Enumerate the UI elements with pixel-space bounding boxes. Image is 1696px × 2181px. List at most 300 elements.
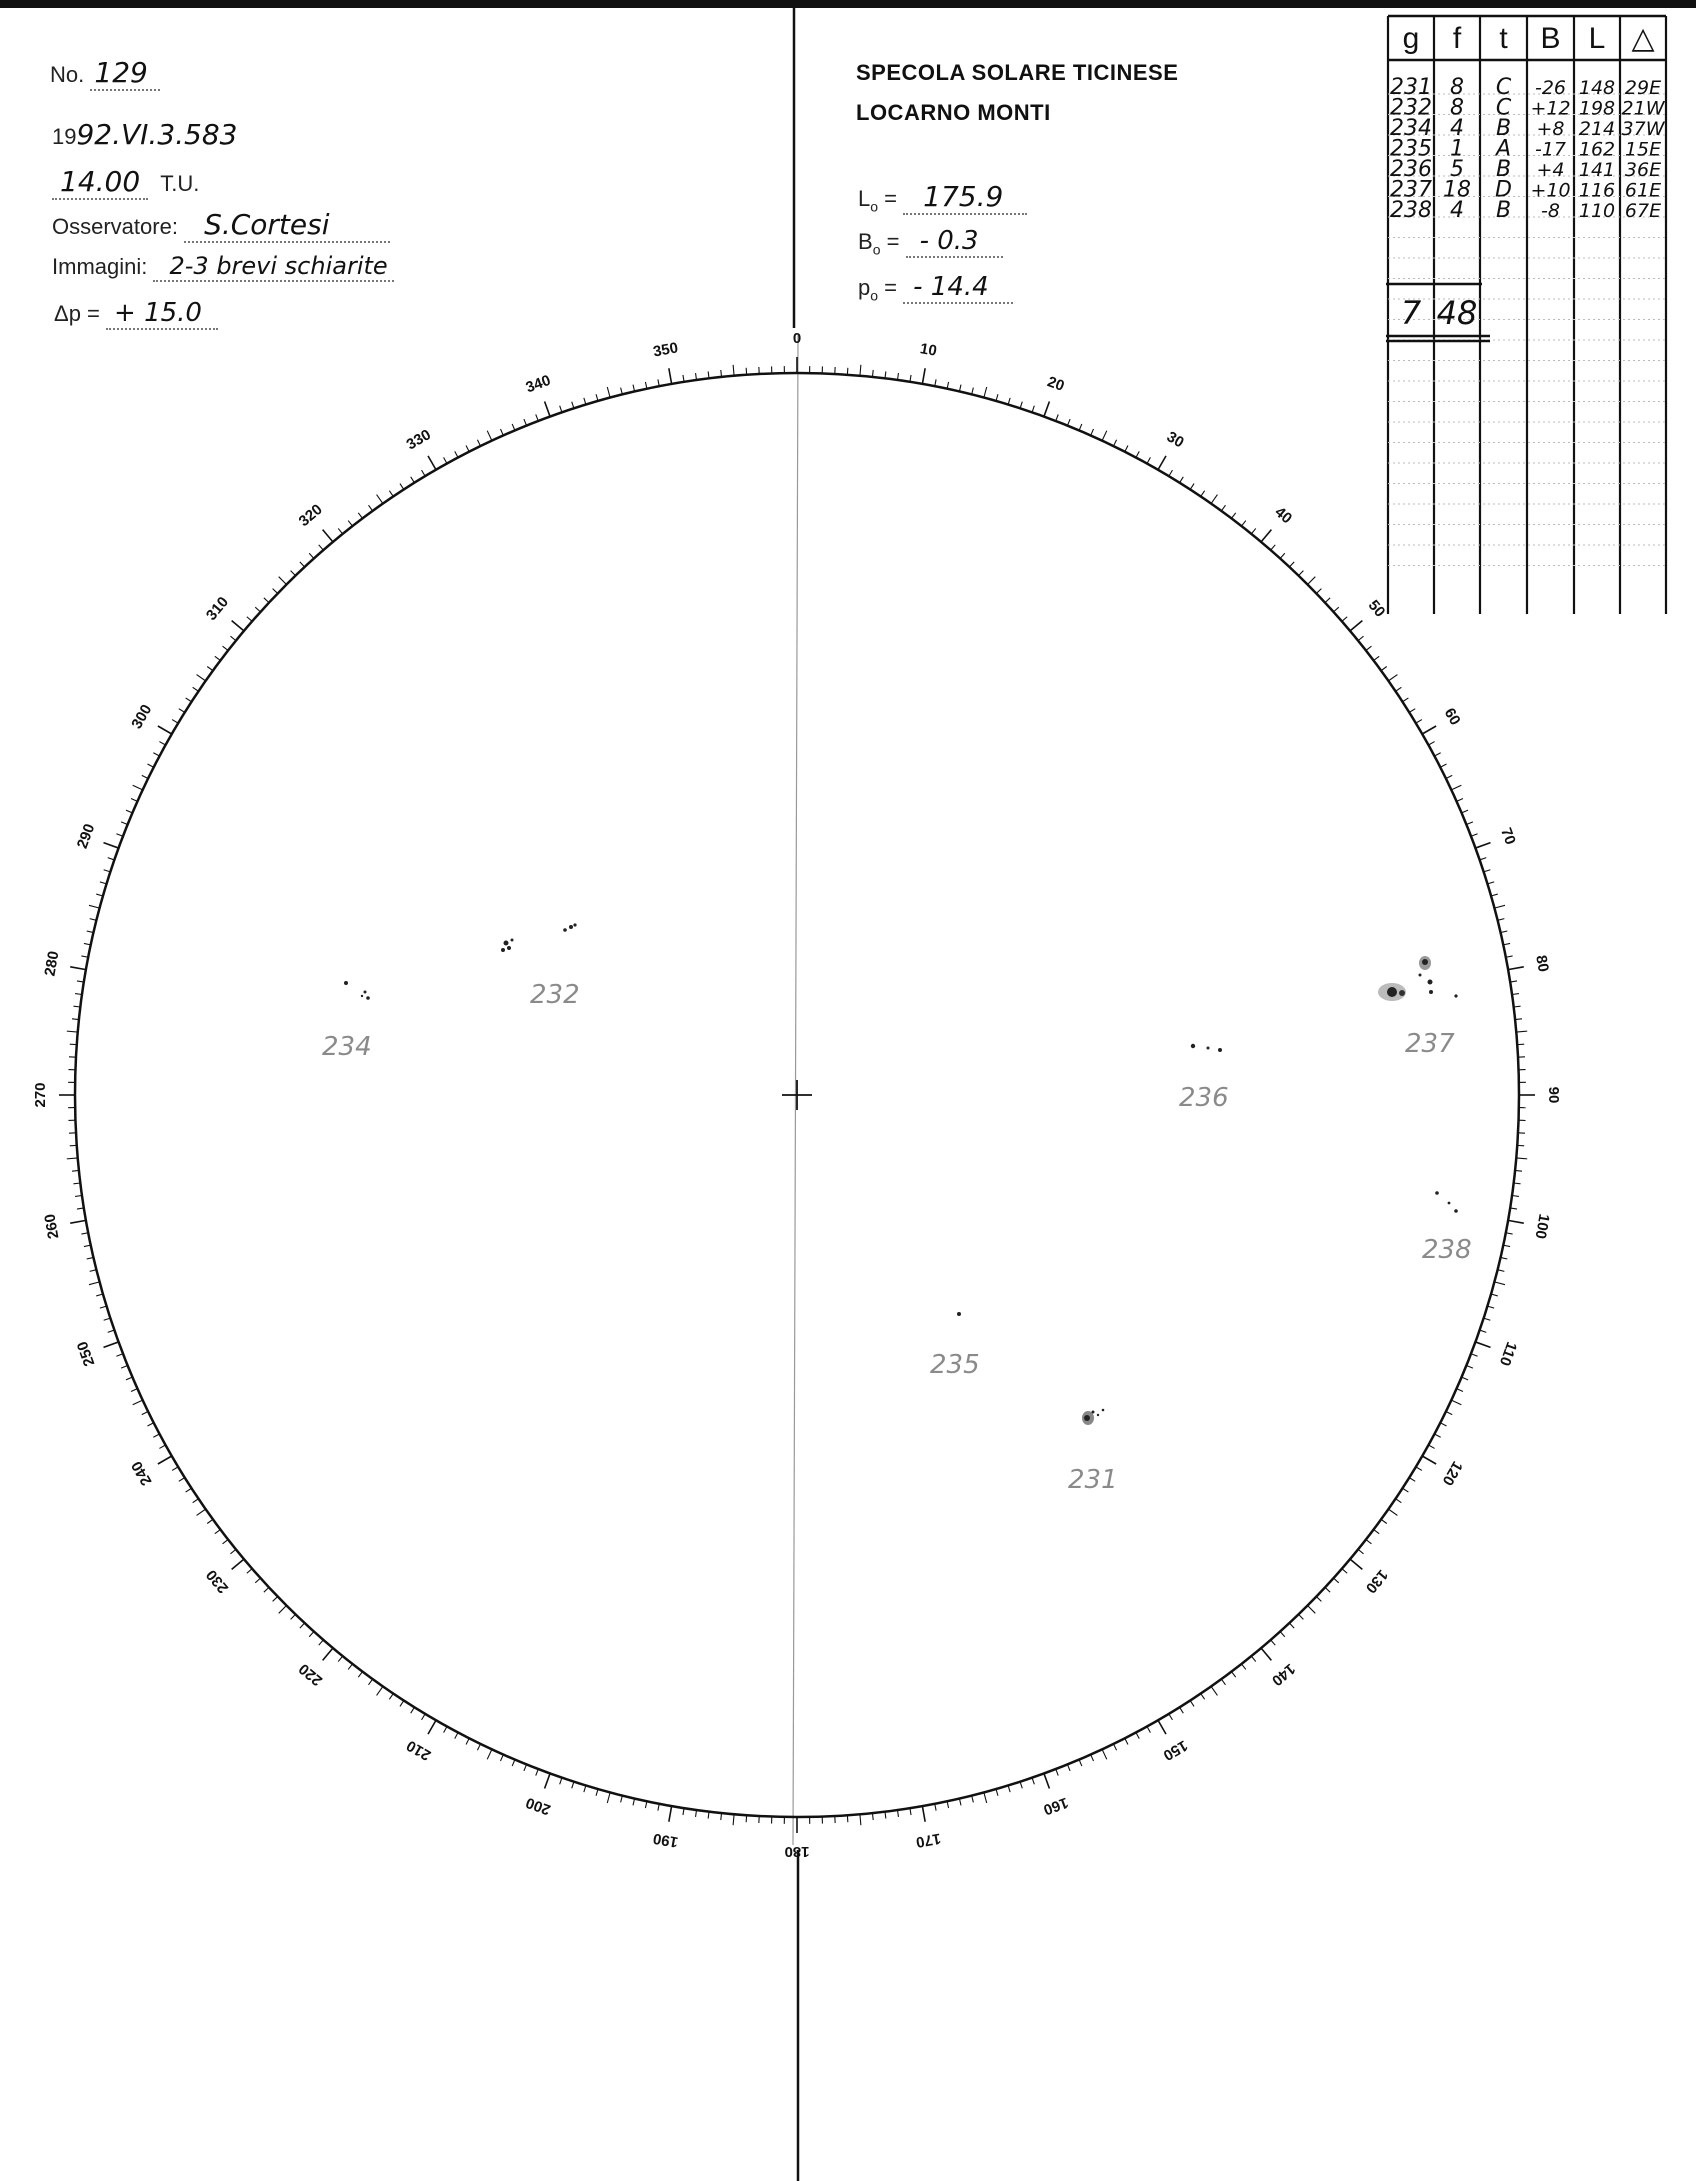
tick-mark — [1466, 822, 1472, 825]
tick-mark — [721, 1813, 722, 1820]
table-cell: B — [1495, 198, 1512, 223]
tick-mark — [422, 470, 426, 476]
tick-mark — [411, 1707, 415, 1713]
tick-mark — [133, 1400, 143, 1405]
table-cell: -26 — [1534, 77, 1567, 99]
scale-label: 210 — [403, 1736, 434, 1764]
tick-mark — [133, 785, 143, 790]
tick-mark — [100, 882, 107, 884]
tick-mark — [872, 370, 873, 377]
tick-mark — [400, 1701, 404, 1707]
table-cell: 4 — [1450, 198, 1464, 223]
tick-mark — [1032, 406, 1034, 413]
tick-mark — [984, 387, 987, 398]
tick-mark — [358, 513, 362, 519]
tick-mark — [126, 810, 132, 813]
images-label: Immagini: — [52, 254, 148, 279]
tick-mark — [358, 1672, 362, 1678]
scale-label: 330 — [403, 426, 434, 454]
tick-mark — [1261, 530, 1271, 542]
tick-mark — [108, 858, 115, 860]
table-cell: A — [1495, 136, 1512, 162]
spot-group-238 — [1435, 1191, 1458, 1213]
tick-mark — [223, 1540, 229, 1544]
scale-label: 260 — [41, 1212, 63, 1241]
tick-mark — [338, 528, 342, 533]
tick-mark — [300, 562, 305, 567]
tick-mark — [1503, 943, 1510, 944]
tick-mark — [959, 1798, 961, 1805]
table-cell: 1 — [1450, 136, 1464, 162]
tick-mark — [89, 1282, 100, 1285]
tick-mark — [1342, 1569, 1347, 1574]
spot-group-232 — [501, 923, 577, 952]
tick-mark — [1388, 675, 1397, 681]
tick-mark — [466, 445, 469, 451]
tick-mark — [1457, 1389, 1463, 1392]
tick-mark — [1271, 1640, 1276, 1645]
table-cell: 21W — [1621, 97, 1665, 120]
spot-group-231 — [1082, 1409, 1104, 1425]
tick-mark — [1325, 1587, 1330, 1592]
tick-mark — [309, 553, 314, 558]
table-header-4: L — [1588, 22, 1606, 55]
tick-mark — [1516, 1158, 1527, 1159]
tick-mark — [264, 1587, 269, 1592]
tick-mark — [669, 1806, 672, 1822]
tick-mark — [721, 370, 722, 377]
tick-mark — [1091, 1755, 1094, 1761]
number-value: 129 — [90, 56, 159, 91]
tick-mark — [389, 491, 393, 497]
tick-mark — [1366, 646, 1372, 650]
sunspots — [344, 923, 1458, 1425]
tick-mark — [1316, 1597, 1321, 1602]
tick-mark — [193, 687, 199, 691]
tick-mark — [232, 1559, 244, 1569]
tick-mark — [147, 764, 153, 767]
tick-mark — [172, 1467, 178, 1471]
tick-mark — [1020, 1782, 1022, 1789]
tick-mark — [142, 775, 148, 778]
tick-mark — [1056, 1769, 1059, 1776]
table-cell: 141 — [1578, 159, 1616, 181]
delta-p-value: + 15.0 — [106, 298, 218, 330]
tick-mark — [536, 414, 539, 421]
tick-mark — [524, 1764, 527, 1770]
tick-mark — [1480, 1330, 1487, 1332]
tick-mark — [1201, 1694, 1205, 1700]
table-cell: 5 — [1450, 157, 1464, 182]
tick-mark — [1503, 1245, 1510, 1246]
scale-label: 50 — [1364, 596, 1389, 621]
tick-mark — [232, 621, 244, 631]
tick-mark — [1190, 484, 1194, 490]
scale-label: 280 — [41, 949, 63, 978]
scale-label: 0 — [792, 329, 802, 347]
tick-mark — [319, 1640, 324, 1645]
tick-mark — [1403, 1488, 1409, 1492]
tick-mark — [545, 1773, 550, 1788]
tick-mark — [1516, 1031, 1527, 1032]
table-cell: +4 — [1536, 159, 1565, 181]
tick-mark — [560, 1778, 562, 1785]
tick-mark — [1251, 1656, 1255, 1661]
tick-mark — [536, 1769, 539, 1776]
tick-mark — [207, 667, 213, 671]
tick-mark — [1434, 753, 1440, 756]
tick-mark — [84, 943, 91, 944]
tick-mark — [1358, 1549, 1363, 1553]
tick-mark — [72, 1019, 79, 1020]
scale-label: 250 — [73, 1339, 99, 1369]
tick-mark — [131, 798, 137, 801]
tick-mark — [348, 521, 352, 527]
tick-mark — [291, 1614, 296, 1619]
tick-mark — [255, 1578, 260, 1583]
table-cell: +12 — [1530, 97, 1571, 120]
date-prefix: 19 — [52, 124, 77, 149]
tick-mark — [645, 1801, 646, 1808]
table-cell: 37W — [1621, 118, 1665, 140]
tick-mark — [273, 589, 278, 594]
tick-mark — [126, 1377, 132, 1380]
tick-mark — [1508, 1220, 1524, 1223]
time-value: 14.00 — [52, 165, 148, 200]
tick-mark — [215, 1530, 221, 1534]
tick-mark — [84, 1245, 91, 1246]
tick-mark — [1079, 424, 1082, 430]
tick-mark — [1032, 1778, 1034, 1785]
scale-label: 10 — [918, 340, 939, 360]
tick-mark — [67, 1031, 78, 1032]
tick-mark — [1125, 445, 1128, 451]
tick-mark — [1457, 798, 1463, 801]
tick-mark — [230, 1549, 235, 1553]
scale-label: 70 — [1497, 825, 1519, 847]
tick-mark — [1480, 858, 1487, 860]
tick-mark — [100, 1306, 107, 1308]
tick-mark — [560, 406, 562, 413]
spot-group-236 — [1191, 1044, 1222, 1052]
table-cell: 15E — [1624, 138, 1662, 161]
scale-label: 170 — [914, 1829, 943, 1851]
scale-label: 290 — [73, 821, 99, 851]
tick-mark — [1280, 553, 1285, 558]
tick-mark — [247, 617, 252, 622]
l0-label: L — [858, 186, 871, 211]
tick-mark — [1102, 431, 1107, 441]
scale-label: 90 — [1545, 1086, 1563, 1104]
l0-subscript: o — [870, 198, 879, 215]
tick-mark — [411, 477, 415, 483]
group-label-238: 238 — [1422, 1235, 1472, 1265]
tick-mark — [1079, 1760, 1082, 1766]
observer-value: S.Cortesi — [184, 208, 389, 243]
table-header-3: B — [1540, 22, 1561, 55]
number-label: No. — [50, 62, 85, 87]
tick-mark — [309, 1632, 314, 1637]
tick-mark — [1440, 1423, 1446, 1426]
b0-eq: = — [886, 229, 900, 254]
b0-label: B — [858, 229, 873, 254]
table-header-5: △ — [1631, 22, 1655, 55]
tick-mark — [323, 1648, 333, 1660]
tick-mark — [158, 1456, 172, 1464]
tick-mark — [500, 1755, 503, 1761]
tick-mark — [1316, 589, 1321, 594]
tick-mark — [1271, 545, 1276, 550]
tick-mark — [947, 382, 948, 389]
scale-label: 110 — [1495, 1339, 1521, 1369]
tick-mark — [984, 1792, 987, 1803]
tick-mark — [142, 1412, 148, 1415]
total-groups: 7 — [1400, 294, 1422, 332]
tick-mark — [428, 1720, 436, 1734]
tick-mark — [1409, 1478, 1415, 1482]
tick-mark — [1409, 709, 1415, 713]
tick-mark — [1422, 1456, 1436, 1464]
tick-mark — [1484, 870, 1491, 872]
tick-mark — [584, 1785, 586, 1792]
scale-label: 240 — [128, 1458, 156, 1489]
table-cell: -8 — [1541, 200, 1560, 222]
tick-mark — [338, 1656, 342, 1661]
scale-label: 340 — [523, 371, 553, 397]
tick-mark — [400, 484, 404, 490]
table-cell: 162 — [1578, 138, 1616, 161]
tick-mark — [207, 1519, 213, 1523]
tick-mark — [291, 571, 296, 576]
tick-mark — [487, 431, 492, 441]
tick-mark — [159, 1445, 165, 1448]
tick-mark — [89, 905, 100, 908]
tick-mark — [572, 1782, 574, 1789]
tick-mark — [1334, 1578, 1339, 1583]
tick-mark — [1008, 398, 1010, 405]
tick-mark — [121, 822, 127, 825]
group-label-237: 237 — [1405, 1029, 1455, 1059]
group-label-231: 231 — [1068, 1465, 1118, 1495]
tick-mark — [860, 1814, 861, 1825]
tick-mark — [487, 1749, 492, 1759]
table-cell: 36E — [1624, 159, 1662, 181]
tick-mark — [1147, 457, 1150, 463]
table-cell: 116 — [1578, 179, 1616, 202]
tick-mark — [179, 1478, 185, 1482]
tick-mark — [323, 530, 333, 542]
tick-mark — [1342, 617, 1347, 622]
tick-mark — [1261, 1648, 1271, 1660]
table-cell: 231 — [1390, 75, 1432, 100]
tick-mark — [1242, 521, 1246, 527]
tick-mark — [455, 451, 458, 457]
tick-mark — [669, 368, 672, 384]
tick-mark — [348, 1664, 352, 1670]
tick-mark — [1374, 656, 1380, 660]
tick-mark — [633, 385, 635, 392]
tick-mark — [197, 1509, 206, 1515]
tick-mark — [1147, 1726, 1150, 1732]
tick-mark — [1242, 1664, 1246, 1670]
table-cell: 235 — [1390, 136, 1432, 162]
observatory-name: SPECOLA SOLARE TICINESE — [856, 60, 1179, 85]
tick-mark — [1221, 505, 1225, 511]
tick-mark — [389, 1694, 393, 1700]
tick-mark — [1180, 477, 1184, 483]
tick-mark — [186, 1488, 192, 1492]
tick-mark — [197, 675, 206, 681]
tick-mark — [1350, 621, 1362, 631]
tick-mark — [922, 368, 925, 384]
scale-label: 270 — [31, 1082, 49, 1108]
tick-mark — [1136, 451, 1139, 457]
tick-mark — [147, 1423, 153, 1426]
tick-mark — [1484, 1318, 1491, 1320]
tick-mark — [319, 545, 324, 550]
table-cell: B — [1495, 116, 1512, 141]
tick-mark — [500, 429, 503, 435]
tick-mark — [116, 1354, 123, 1357]
tick-mark — [1299, 571, 1304, 576]
tick-mark — [377, 495, 383, 504]
tick-mark — [1221, 1679, 1225, 1685]
tick-mark — [1251, 528, 1255, 533]
tick-mark — [1169, 470, 1173, 476]
tick-mark — [1434, 1434, 1440, 1437]
tick-mark — [158, 726, 172, 734]
tick-mark — [1494, 1282, 1505, 1285]
tick-mark — [279, 1606, 287, 1614]
tick-mark — [159, 742, 165, 745]
tick-mark — [860, 365, 861, 376]
tick-mark — [1158, 1720, 1166, 1734]
observatory-location: LOCARNO MONTI — [856, 100, 1051, 125]
l0-eq: = — [884, 186, 898, 211]
tick-mark — [1500, 931, 1507, 933]
scale-label: 230 — [202, 1566, 233, 1597]
group-label-232: 232 — [530, 980, 580, 1010]
table-cell: +8 — [1536, 118, 1565, 140]
table-header-0: g — [1402, 22, 1420, 55]
images-value: 2-3 brevi schiarite — [153, 252, 393, 282]
tick-mark — [1358, 636, 1363, 640]
tick-mark — [1008, 1785, 1010, 1792]
scale-label: 320 — [295, 500, 326, 531]
delta-p-label: Δp = — [54, 301, 100, 326]
tick-mark — [108, 1330, 115, 1332]
table-cell: D — [1495, 177, 1512, 203]
b0-subscript: o — [872, 241, 881, 258]
tick-mark — [1462, 1377, 1468, 1380]
table-cell: -17 — [1534, 138, 1567, 161]
table-cell: 18 — [1443, 177, 1471, 203]
table-cell: 29E — [1624, 77, 1662, 99]
scale-label: 120 — [1438, 1458, 1466, 1489]
table-cell: 67E — [1624, 200, 1662, 222]
tick-mark — [131, 1389, 137, 1392]
tick-mark — [645, 382, 646, 389]
tick-mark — [733, 365, 734, 376]
tick-mark — [607, 1792, 610, 1803]
tick-mark — [444, 1726, 447, 1732]
scale-label: 60 — [1440, 705, 1464, 729]
tick-mark — [1136, 1732, 1139, 1738]
tick-mark — [70, 1220, 86, 1223]
table-header-2: t — [1499, 22, 1508, 55]
tick-mark — [193, 1499, 199, 1503]
table-cell: B — [1495, 157, 1512, 182]
scale-label: 150 — [1160, 1736, 1191, 1764]
tick-mark — [1396, 687, 1402, 691]
scale-label: 180 — [784, 1843, 810, 1861]
tick-mark — [1020, 402, 1022, 409]
tick-mark — [1381, 667, 1387, 671]
table-cell: 8 — [1450, 75, 1464, 100]
tick-mark — [172, 720, 178, 724]
tick-mark — [1381, 1519, 1387, 1523]
tick-mark — [255, 607, 260, 612]
tick-mark — [1494, 905, 1505, 908]
tick-mark — [1201, 491, 1205, 497]
tick-mark — [273, 1597, 278, 1602]
tick-mark — [116, 834, 123, 837]
tick-mark — [1280, 1632, 1285, 1637]
tick-mark — [1487, 882, 1494, 884]
tick-mark — [1428, 742, 1434, 745]
tick-mark — [1500, 1257, 1507, 1259]
tick-mark — [633, 1798, 635, 1805]
table-cell: 236 — [1390, 157, 1432, 182]
table-header-1: f — [1452, 22, 1462, 55]
tick-mark — [104, 843, 119, 848]
scale-label: 100 — [1531, 1212, 1553, 1241]
tick-mark — [104, 870, 111, 872]
tick-mark — [584, 398, 586, 405]
tick-mark — [1475, 1342, 1490, 1347]
tick-mark — [215, 656, 221, 660]
table-cell: 61E — [1624, 179, 1662, 202]
tick-mark — [1114, 440, 1117, 446]
tick-mark — [1466, 1365, 1472, 1368]
tick-mark — [1114, 1744, 1117, 1750]
tick-mark — [512, 1760, 515, 1766]
tick-mark — [512, 424, 515, 430]
tick-mark — [1125, 1738, 1128, 1744]
tick-mark — [1158, 456, 1166, 470]
scale-label: 140 — [1268, 1659, 1299, 1690]
tick-mark — [922, 1806, 925, 1822]
tick-mark — [1308, 577, 1316, 585]
tick-mark — [104, 1342, 119, 1347]
tick-mark — [477, 1744, 480, 1750]
tick-mark — [1325, 598, 1330, 603]
tick-mark — [87, 931, 94, 933]
tick-mark — [1232, 1672, 1236, 1678]
tick-mark — [87, 1257, 94, 1259]
tick-mark — [153, 753, 159, 756]
scale-label: 80 — [1532, 953, 1552, 974]
tick-mark — [279, 577, 287, 585]
tick-mark — [1403, 698, 1409, 702]
tick-mark — [1428, 1445, 1434, 1448]
tick-mark — [1289, 1623, 1294, 1628]
tick-mark — [186, 698, 192, 702]
tick-mark — [1515, 1019, 1522, 1020]
tick-mark — [607, 387, 610, 398]
tick-mark — [1471, 834, 1478, 837]
tick-mark — [153, 1434, 159, 1437]
